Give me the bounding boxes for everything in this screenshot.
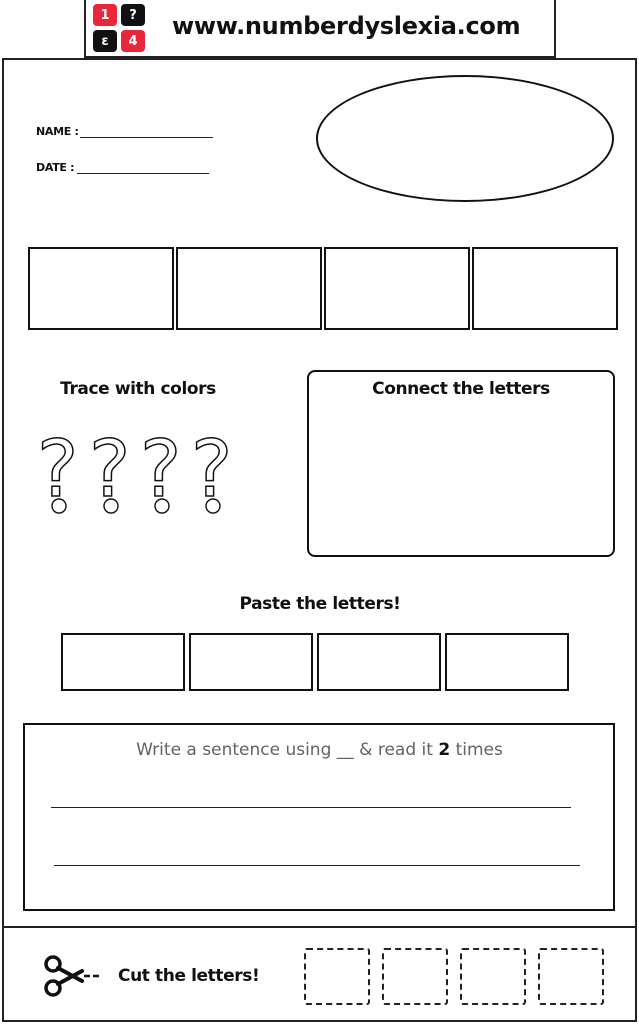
cut-letter-box[interactable]	[460, 948, 526, 1005]
trace-heading: Trace with colors	[60, 379, 216, 399]
paste-box	[61, 633, 185, 691]
letter-box	[472, 247, 618, 330]
sentence-prompt	[0, 740, 639, 760]
paste-box	[445, 633, 569, 691]
name-label: NAME :	[36, 125, 79, 138]
date-line[interactable]	[77, 173, 209, 174]
sentence-repeat-count: 2	[438, 740, 451, 760]
logo-tile-2: ?	[121, 4, 145, 26]
date-label: DATE :	[36, 161, 75, 174]
trace-glyphs[interactable]	[34, 418, 254, 523]
logo-tile-3: ε	[93, 30, 117, 52]
writing-line[interactable]	[51, 807, 571, 808]
logo-tile-4: 4	[121, 30, 145, 52]
trace-question-mark-1: ?	[37, 425, 79, 515]
sentence-prompt-start: Write a sentence using __ & read it	[136, 740, 439, 760]
cut-letter-box[interactable]	[538, 948, 604, 1005]
letter-oval	[316, 75, 614, 202]
cut-strip-divider	[2, 926, 637, 928]
scissors-icon	[42, 954, 100, 998]
paste-heading: Paste the letters!	[239, 594, 401, 614]
trace-glyph	[37, 425, 78, 515]
logo-tile-1: 1	[93, 4, 117, 26]
trace-glyph	[191, 425, 232, 515]
trace-question-mark-4: ?	[191, 425, 233, 515]
logo	[93, 4, 151, 54]
letter-box	[324, 247, 470, 330]
paste-box	[317, 633, 441, 691]
name-line[interactable]	[80, 137, 213, 138]
letter-box	[28, 247, 174, 330]
letter-box	[176, 247, 322, 330]
trace-question-mark-3: ?	[140, 425, 182, 515]
cut-label: Cut the letters!	[118, 966, 260, 986]
cut-letter-box[interactable]	[382, 948, 448, 1005]
paste-box	[189, 633, 313, 691]
sentence-prompt-end: times	[450, 740, 503, 760]
connect-heading: Connect the letters	[372, 379, 550, 399]
trace-question-mark-2: ?	[89, 425, 131, 515]
trace-glyph	[140, 425, 181, 515]
trace-glyph	[89, 425, 130, 515]
site-url: www.numberdyslexia.com	[172, 12, 521, 40]
cut-letter-box[interactable]	[304, 948, 370, 1005]
writing-line[interactable]	[54, 865, 580, 866]
